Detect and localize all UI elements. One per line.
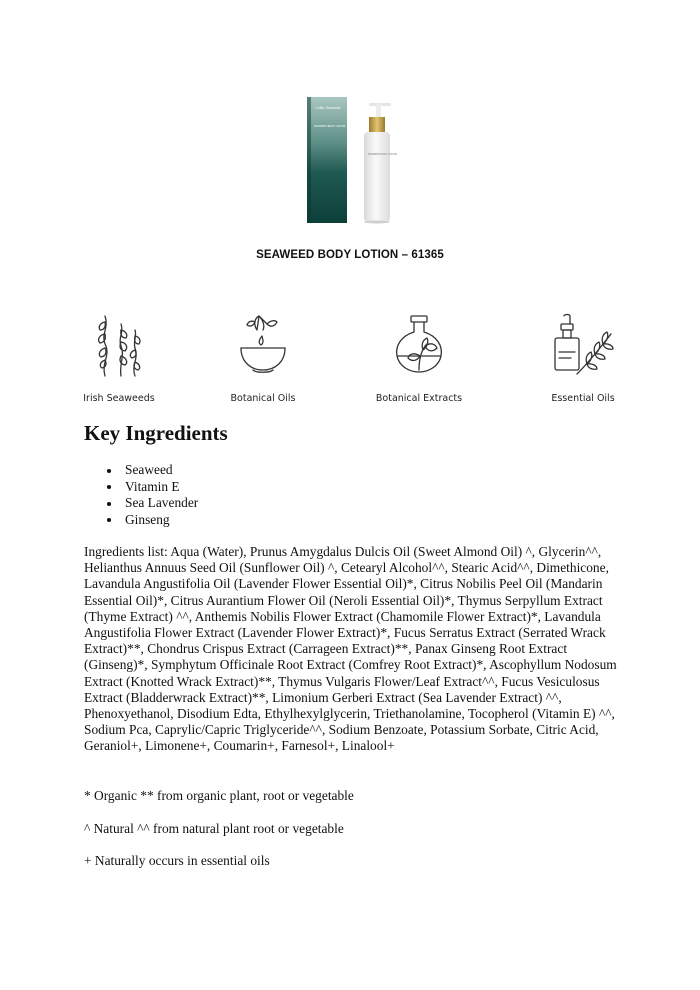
list-item: Vitamin E — [107, 479, 198, 496]
box-product-text: SEAWEED BODY LOTION — [314, 125, 346, 128]
essential-oils-note: + Naturally occurs in essential oils — [84, 853, 270, 868]
extract-flask-icon — [389, 312, 449, 378]
product-title: SEAWEED BODY LOTION – 61365 — [256, 249, 444, 261]
list-item: Ginseng — [107, 512, 198, 529]
product-box — [307, 97, 347, 223]
seaweed-icon — [89, 312, 149, 378]
organic-note: * Organic ** from organic plant, root or vegetable — [84, 788, 354, 803]
list-item: Sea Lavender — [107, 495, 198, 512]
bottle-label-text: SEAWEED BODY LOTION — [368, 153, 397, 156]
icon-item-essential-oils — [518, 312, 648, 404]
icon-label: Botanical Extracts — [375, 393, 463, 404]
icon-item-irish-seaweeds — [54, 312, 184, 404]
ingredient-icons-row — [0, 312, 700, 412]
ingredients-list-paragraph: Ingredients list: Aqua (Water), Prunus Amygdalus Dulcis Oil (Sweet Almond Oil) ^, Glycerin^^, Helianthus Annuus Seed Oil (Sunflower Oil) ^, Cetearyl Alcohol^^, Stearic Acid^^, Dimethicone, Lavandula Angustifolia Oil (Lavender Flower Essential Oil)*, Citrus Nobilis Peel Oil (Mandarin Essential Oil)*, Citrus Aurantium Flower Oil (Neroli Essential Oil)*, Thymus Serpyllum Extract (Thyme Extract) ^^, Anthemis Nobilis Flower Extract (Chamomile Flower Extract)*, Lavandula Angustifolia Flower Extract (Lavender Flower Extract)*, Fucus Serratus Extract (Serrated Wrack Extract)**, Chondrus Crispus Extract (Carrageen Extract)**, Panax Ginseng Root Extract (Ginseng)*, Symphytum Officinale Root Extract (Comfrey Root Extract)*, Ascophyllum Nodosum Extract (Knotted Wrack Extract)**, Thymus Vulgaris Flower/Leaf Extract^^, Fucus Vesiculosus Extract (Bladderwrack Extract)**, Limonium Gerberi Extract (Sea Lavender Extract) ^^, Phenoxyethanol, Disodium Edta, Ethylhexylglycerin, Triethanolamine, Tocopherol (Vitamin E) ^^, Sodium Pca, Caprylic/Capric Triglyceride^^, Sodium Benzoate, Potassium Sorbate, Citric Acid, Geraniol+, Limonene+, Coumarin+, Farnesol+, Linalool+ — [84, 544, 617, 754]
icon-item-botanical-oils — [198, 312, 328, 404]
oil-bowl-icon — [233, 312, 293, 378]
icon-item-botanical-extracts — [354, 312, 484, 404]
product-image — [306, 95, 402, 225]
icon-label: Irish Seaweeds — [83, 393, 155, 404]
key-ingredients-heading: Key Ingredients — [84, 421, 228, 445]
dropper-bottle-icon — [543, 312, 623, 378]
bottle-collar — [369, 117, 385, 133]
box-brand-text: Celtic Seaweed — [315, 106, 341, 110]
icon-label: Botanical Oils — [230, 393, 296, 404]
bottle-body — [364, 132, 390, 222]
key-ingredients-list — [107, 462, 198, 528]
natural-note: ^ Natural ^^ from natural plant root or vegetable — [84, 821, 344, 836]
icon-label: Essential Oils — [551, 393, 615, 404]
list-item: Seaweed — [107, 462, 198, 479]
